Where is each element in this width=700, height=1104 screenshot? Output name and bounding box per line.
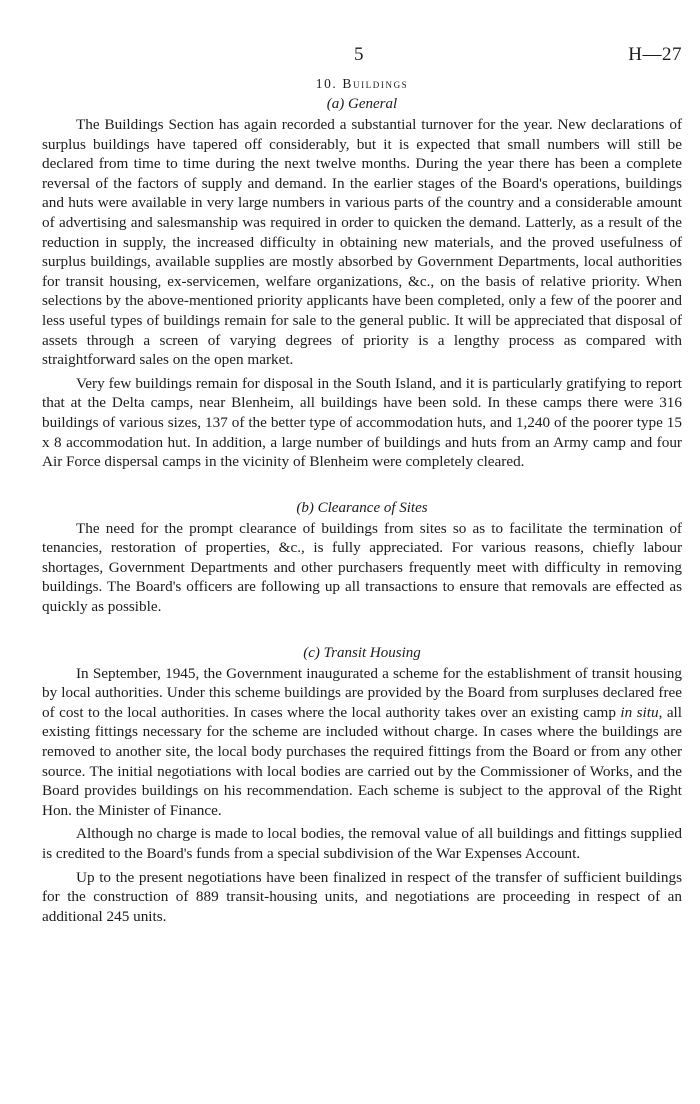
paragraph-clearance-1: The need for the prompt clearance of buildings from sites so as to facilitate the termination of tenancies, restoration of properties, &c., is fully appreciated. For various reasons, chiefly labour shortages, Government Departments and other purchasers frequently meet with difficulty in removing buildings. The Board's officers are following up all transactions to ensure that removals are effected as quickly as possible. [42, 519, 682, 616]
paragraph-transit-3: Up to the present negotiations have been finalized in respect of the transfer of sufficient buildings for the construction of 889 transit-housing units, and negotiations are proceeding in respect of an additional 245 units. [42, 868, 682, 925]
paragraph-transit-1-italic: in situ [620, 703, 659, 721]
paragraph-general-2: Very few buildings remain for disposal in the South Island, and it is particularly gratifying to report that at the Delta camps, near Blenheim, all buildings have been sold. In these camps there were 316 buildings of various sizes, 137 of the better type of accommodation huts, and 1,240 of the poorer type 15 x 8 accommodation hut. In addition, a large number of buildings and huts from an Army camp and four Air Force dispersal camps in the vicinity of Blenheim were completely cleared. [42, 374, 682, 471]
document-reference: H—27 [628, 44, 682, 65]
page-header [42, 44, 682, 70]
paragraph-transit-1-text-a: In September, 1945, the Government inaugurated a scheme for the establishment of transit housing by local authorities. Under this scheme buildings are provided by the Board from surpluses declared free of cost to the local authorities. In cases where the local authority takes over an existing camp [42, 664, 682, 721]
paragraph-transit-2: Although no charge is made to local bodies, the removal value of all buildings and fittings supplied is credited to the Board's funds from a special subdivision of the War Expenses Account. [42, 825, 682, 862]
subsection-heading-general: (a) General [326, 96, 398, 112]
paragraph-transit-1 [42, 664, 682, 821]
page-number: 5 [354, 44, 364, 65]
subsection-heading-clearance: (b) Clearance of Sites [296, 499, 428, 516]
paragraph-transit-1-text-b: , all existing fittings necessary for the scheme are included without charge. In cases where the buildings are removed to another site, the local body purchases the required fittings from the Board or from any other source. The initial negotiations with local bodies are carried out by the Commissioner of Works, and the Board provides buildings on his recommendation. Each scheme is subject to the approval of the Right Hon. the Minister of Finance. [42, 703, 682, 819]
paragraph-general-1: The Buildings Section has again recorded a substantial turnover for the year. New declarations of surplus buildings have tapered off considerably, but it is expected that small numbers will still be declared from time to time during the next twelve months. During the year there has been a complete reversal of the factors of supply and demand. In the earlier stages of the Board's operations, buildings and huts were available in very large numbers in various parts of the country and a considerable amount of advertising and salesmanship was required in order to quicken the demand. Latterly, as a result of the reduction in supply, the increased difficulty in obtaining new materials, and the proved usefulness of surplus buildings, available supplies are mostly absorbed by Government Departments, local authorities for transit housing, ex-servicemen, welfare organizations, &c., on the basis of relative priority. When selections by the above-mentioned priority applicants have been completed, only a few of the poorer and less useful types of buildings remain for sale to the general public. It will be appreciated that disposal of assets through a screen of varying degrees of priority is a lengthy process as compared with straightforward sales on the open market. [42, 116, 682, 369]
subsection-heading-transit: (c) Transit Housing [303, 644, 421, 661]
section-title: 10. Buildings [315, 76, 409, 91]
spacer [42, 476, 682, 500]
spacer [42, 621, 682, 645]
